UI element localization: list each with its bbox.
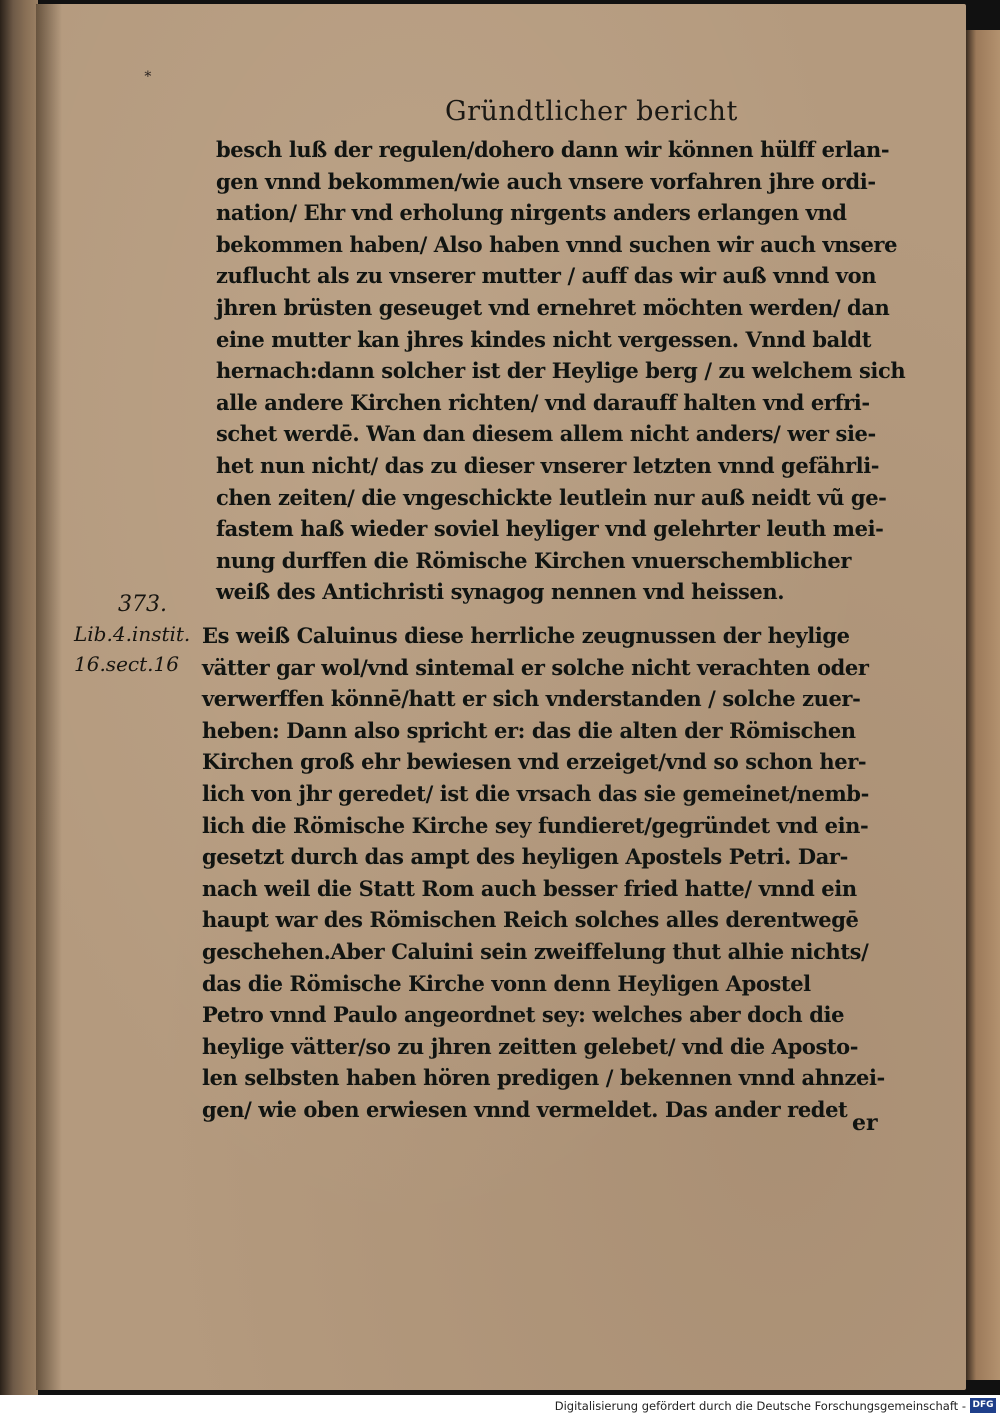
text-line: weiß des Antichristi synagog nennen vnd heissen. <box>216 579 785 605</box>
footer-bar <box>0 1395 1000 1418</box>
text-line: schet werdē. Wan dan diesem allem nicht anders/ wer sie‑ <box>216 421 876 447</box>
text-line: het nun nicht/ das zu dieser vnserer letzten vnnd gefährli‑ <box>216 452 880 478</box>
text-line: Es weiß Caluinus diese herrliche zeugnussen der heylige <box>202 623 850 648</box>
text-line: eine mutter kan jhres kindes nicht vergessen. Vnnd baldt <box>216 326 871 352</box>
text-block-1 <box>216 134 905 608</box>
text-line: lich von jhr geredet/ ist die vrsach das sie gemeinet/nemb‑ <box>202 780 869 806</box>
text-line: fastem haß wieder soviel heyliger vnd gelehrter leuth mei‑ <box>216 516 884 542</box>
text-line: chen zeiten/ die vngeschickte leutlein nur auß neidt vũ ge‑ <box>216 484 887 510</box>
top-mark: ∗ <box>143 66 153 82</box>
text-line: Kirchen groß ehr bewiesen vnd erzeiget/vnd so schon her‑ <box>202 749 867 775</box>
text-line: nung durffen die Römische Kirchen vnuerschemblicher <box>216 547 851 573</box>
margin-reference-line-1: Lib.4.instit. <box>74 622 191 646</box>
margin-number: 373. <box>118 592 167 617</box>
text-line: besch luß der regulen/dohero dann wir können hülff erlan‑ <box>216 137 890 162</box>
text-line: gen vnnd bekommen/wie auch vnsere vorfahren jhre ordi‑ <box>216 168 876 194</box>
text-line: bekommen haben/ Also haben vnnd suchen wir auch vnsere <box>216 231 898 257</box>
text-line: zuflucht als zu vnserer mutter / auff das wir auß vnnd von <box>216 263 877 289</box>
text-line: Petro vnnd Paulo angeordnet sey: welches aber doch die <box>202 1002 845 1028</box>
text-line: verwerffen könnē/hatt er sich vnderstanden / solche zuer‑ <box>202 686 861 712</box>
book-edge-left <box>0 0 38 1395</box>
gutter-shadow <box>36 4 62 1390</box>
dfg-logo: DFG <box>970 1398 996 1413</box>
text-line: nach weil die Statt Rom auch besser fried hatte/ vnnd ein <box>202 875 857 901</box>
text-line: haupt war des Römischen Reich solches alles derentwegē <box>202 907 859 933</box>
text-line: nation/ Ehr vnd erholung nirgents anders erlangen vnd <box>216 200 847 226</box>
footer-credit-text: Digitalisierung gefördert durch die Deutsche Forschungsgemeinschaft - <box>554 1399 966 1413</box>
catchword: er <box>852 1110 878 1136</box>
text-line: gesetzt durch das ampt des heyligen Apostels Petri. Dar‑ <box>202 844 848 870</box>
text-line: alle andere Kirchen richten/ vnd darauff halten vnd erfri‑ <box>216 389 870 415</box>
text-line: das die Römische Kirche vonn denn Heyligen Apostel <box>202 970 811 996</box>
text-line: len selbsten haben hören predigen / bekennen vnnd ahnzei‑ <box>202 1065 885 1091</box>
text-line: heylige vätter/so zu jhren zeitten gelebet/ vnd die Aposto‑ <box>202 1033 859 1059</box>
text-line: lich die Römische Kirche sey fundieret/gegründet vnd ein‑ <box>202 812 869 838</box>
text-line: jhren brüsten geseuget vnd ernehret möchten werden/ dan <box>216 294 890 320</box>
book-edge-right <box>966 30 1000 1380</box>
text-line: gen/ wie oben erwiesen vnnd vermeldet. Das ander redet <box>202 1096 848 1122</box>
margin-reference-line-2: 16.sect.16 <box>74 652 179 676</box>
running-head: Gründtlicher bericht <box>445 96 738 127</box>
text-line: vätter gar wol/vnd sintemal er solche nicht verachten oder <box>202 654 869 680</box>
text-line: geschehen.Aber Caluini sein zweiffelung thut alhie nichts/ <box>202 938 869 964</box>
text-block-2 <box>202 620 885 1126</box>
text-line: hernach:dann solcher ist der Heylige berg / zu welchem sich <box>216 358 906 384</box>
text-line: heben: Dann also spricht er: das die alten der Römischen <box>202 717 856 743</box>
